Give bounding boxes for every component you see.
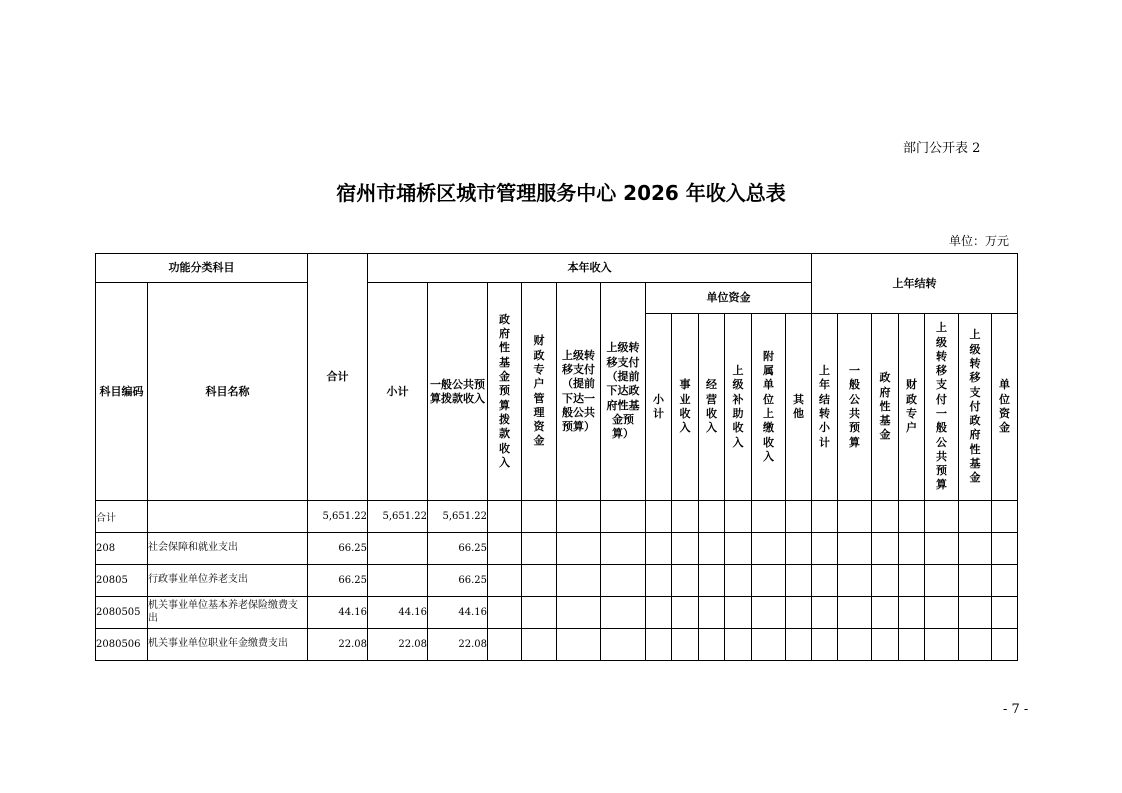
row-code: 208 bbox=[96, 533, 148, 565]
col-affiliate-remit: 附属单位上缴收入 bbox=[752, 314, 786, 501]
col-prior-carryover: 上年结转 bbox=[812, 254, 1018, 314]
col-prior-subtotal: 上年结转小计 bbox=[812, 314, 838, 501]
row-code: 合计 bbox=[96, 501, 148, 533]
col-business-income: 事业收入 bbox=[672, 314, 699, 501]
col-other: 其他 bbox=[786, 314, 812, 501]
col-fiscal-special: 财政专户管理资金 bbox=[522, 283, 557, 501]
table-row bbox=[96, 501, 1018, 533]
table-row bbox=[96, 597, 1018, 629]
row-subtotal bbox=[368, 533, 428, 565]
col-prior-transfer-general: 上级转移支付一般公共预算 bbox=[925, 314, 959, 501]
col-general-budget: 一般公共预算拨款收入 bbox=[428, 283, 488, 501]
row-name bbox=[148, 501, 308, 533]
unit-label: 单位：万元 bbox=[949, 234, 1010, 248]
row-code: 20805 bbox=[96, 565, 148, 597]
row-subtotal: 22.08 bbox=[368, 629, 428, 661]
col-unit-funds: 单位资金 bbox=[646, 283, 812, 314]
row-general: 44.16 bbox=[428, 597, 488, 629]
col-current-year-income: 本年收入 bbox=[368, 254, 812, 283]
row-total: 22.08 bbox=[308, 629, 368, 661]
row-subtotal bbox=[368, 565, 428, 597]
page-title: 宿州市埇桥区城市管理服务中心 2026 年收入总表 bbox=[336, 181, 786, 205]
col-subject-code: 科目编码 bbox=[96, 283, 148, 501]
col-func-category: 功能分类科目 bbox=[96, 254, 308, 283]
row-general: 5,651.22 bbox=[428, 501, 488, 533]
col-total: 合计 bbox=[308, 254, 368, 501]
col-upper-subsidy: 上级补助收入 bbox=[725, 314, 752, 501]
row-total: 44.16 bbox=[308, 597, 368, 629]
table-row bbox=[96, 565, 1018, 597]
row-code: 2080506 bbox=[96, 629, 148, 661]
row-name: 社会保障和就业支出 bbox=[148, 533, 308, 565]
page-number: - 7 - bbox=[1003, 702, 1029, 717]
row-code: 2080505 bbox=[96, 597, 148, 629]
col-operating-income: 经营收入 bbox=[699, 314, 725, 501]
table-label: 部门公开表 2 bbox=[903, 141, 981, 156]
row-total: 66.25 bbox=[308, 565, 368, 597]
col-upper-transfer-general: 上级转移支付（提前下达一般公共预算） bbox=[557, 283, 601, 501]
col-prior-unit-funds: 单位资金 bbox=[992, 314, 1018, 501]
col-prior-transfer-fund: 上级转移支付政府性基金 bbox=[959, 314, 992, 501]
row-subtotal: 44.16 bbox=[368, 597, 428, 629]
row-name: 机关事业单位基本养老保险缴费支出 bbox=[148, 597, 308, 629]
row-name: 机关事业单位职业年金缴费支出 bbox=[148, 629, 308, 661]
row-general: 66.25 bbox=[428, 533, 488, 565]
row-total: 5,651.22 bbox=[308, 501, 368, 533]
row-name: 行政事业单位养老支出 bbox=[148, 565, 308, 597]
col-unit-subtotal: 小计 bbox=[646, 314, 672, 501]
row-general: 66.25 bbox=[428, 565, 488, 597]
col-prior-fiscal: 财政专户 bbox=[899, 314, 925, 501]
col-upper-transfer-fund: 上级转移支付（提前下达政府性基金预算） bbox=[601, 283, 646, 501]
col-prior-gov-fund: 政府性基金 bbox=[872, 314, 899, 501]
row-general: 22.08 bbox=[428, 629, 488, 661]
row-total: 66.25 bbox=[308, 533, 368, 565]
table-row bbox=[96, 533, 1018, 565]
col-subtotal: 小计 bbox=[368, 283, 428, 501]
income-summary-table bbox=[95, 253, 1018, 661]
row-subtotal: 5,651.22 bbox=[368, 501, 428, 533]
col-gov-fund: 政府性基金预算拨款收入 bbox=[488, 283, 522, 501]
col-subject-name: 科目名称 bbox=[148, 283, 308, 501]
table-row bbox=[96, 629, 1018, 661]
col-prior-general: 一般公共预算 bbox=[838, 314, 872, 501]
